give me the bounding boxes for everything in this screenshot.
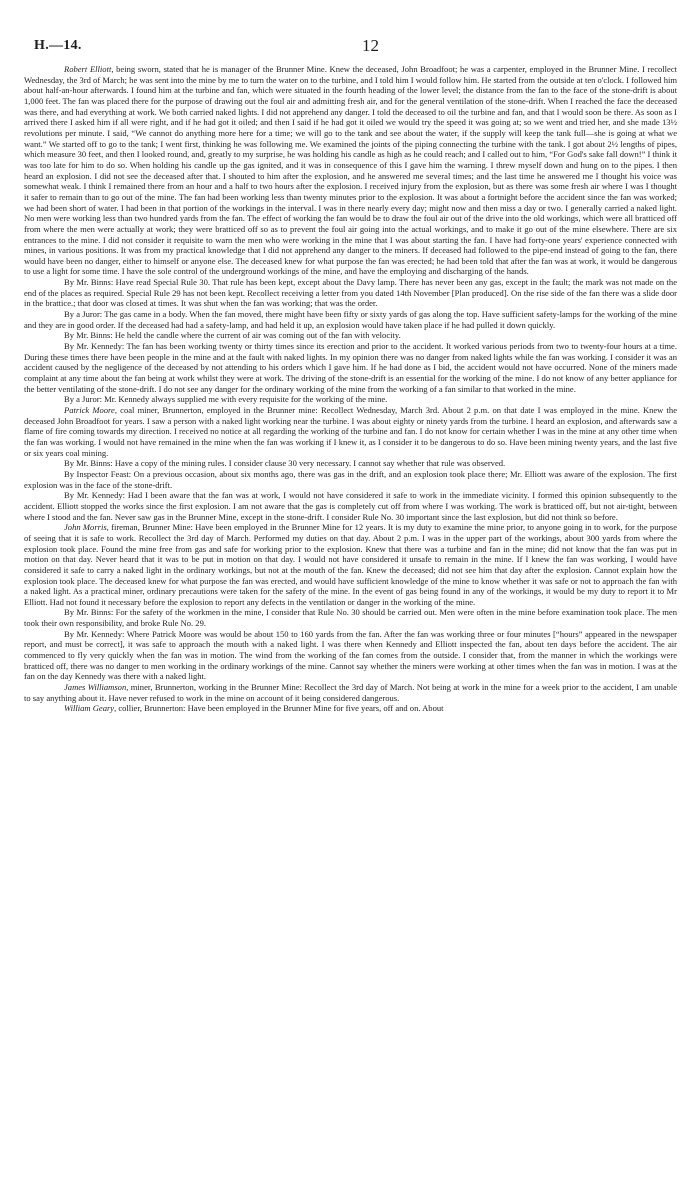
testimony-john-morris (24, 522, 677, 607)
paragraph-binns-questions (24, 607, 677, 628)
paragraph-kennedy-questions (24, 629, 677, 682)
testimony-robert-elliott (24, 64, 677, 277)
paragraph-binns-questions (24, 277, 677, 309)
witness-name: John Morris (64, 522, 107, 533)
paragraph-text: , being sworn, stated that he is manager of the Brunner Mine. Knew the deceased, John Broadfoot; he was a carpenter, employed in the Brunner Mine. I recollect Wednesday, the 3rd of March; he was sent into the mine by me to turn the water on to the turbine, and I told him I would follow him. He started from the outside at ten o'clock. I followed him about half-an-hour afterwards. I found him at the turbine and fan, which were situated in the fourth heading of the lower level; the distance from the fan to the face of the stone-drift is about 1,000 feet. The fan was placed there for the purpose of drawing out the foul air and admitting fresh air, and for the general ventilation of the stone-drift. When I reached the face the deceased was there, and had everything at work. We both carried naked lights. I did not apprehend any danger. I told the deceased to oil the turbine and fan, and that I would soon be there. As soon as I arrived there I asked him if all were right, and if he had got it oiled; and then I said if he had got it oiled we would try the speed it was going at; so we went and tried her, and she made 13½ revolutions per minute. I said, “We cannot do anything more here for a time; we will go to the tank and see about the water, if the supply will keep the tank full—she is going at what we want.” We started off to go to the tank; I went first, thinking he was following me. We examined the joints of the piping connecting the turbine with the tank. I got about 2½ lengths of pipes, which measure 30 feet, and then I looked round, and, greatly to my surprise, he was holding his candle as high as he could reach; and I called out to him, “For God's sake fall down!” I think it was too late for him to do so. When holding his candle up the gas ignited, and it was in consequence of this I gave him the warning. I threw myself down and hung on to the pipes. I then heard an explosion. I did not see the deceased after that. I shouted to him after the explosion, and he answered me several times; and the last time he answered me I thought his voice was somewhat weak. I think I remained there from an hour and a half to two hours after the explosion. I received injury from the explosion, but as there was some fresh air where I was I thought it safer to remain than to go out of the mine. The fan had been working less than twenty minutes prior to the explosion. It was about a fortnight before the accident since the fan was worked; we had been short of water. I had been in that portion of the workings in the interval. I was in there nearly every day; might now and then miss a day or two. I generally carried a naked light. No men were working less than two hundred yards from the fan. The effect of working the fan would be to draw the foul air out of the drive into the old workings, which were all bratticed off from where the men were actually at work; they were bratticed off so as to prevent the foul air going into the actual workings, and to make it go out of the mine elsewhere. There are six entrances to the mine. I did not consider it requisite to warn the men who were working in the mine that I was about starting the fan. I have had forty-one years' experience connected with mines, in various positions. It was from my practical knowledge that I did not apprehend any danger to the miners. If deceased had followed to the pipe-end instead of going to the fan, there would have been no danger, either to himself or anyone else. The deceased knew for what purpose the fan was erected; he had been told that after the fan was at work, it would be dangerous to use a light for some time. I have the sole control of the underground workings of the mine, and have the employing and discharging of the hands. (24, 64, 677, 277)
paragraph-text: By Mr. Kennedy: Where Patrick Moore was would be about 150 to 160 yards from the fan. After the fan was working three or four minutes [“hours” appeared in the newspaper report, and must be correct], it was safe to approach the mouth with a naked light. I was there when Kennedy and Elliott inspected the fan, about ten days before the accident. The air commenced to fly very quickly when the fan was in motion. The wind from the working of the fan comes from the outside. I consider that, from the manner in which the workings were bratticed off, there was no danger to men working in the ordinary workings of the mine. Cannot say whether the miners were working at other times when the fan was in motion. I was at the fan on the day Kennedy was there with a naked light. (24, 628, 677, 682)
paragraph-binns-questions (24, 330, 677, 341)
paragraph-text: , coal miner, Brunnerton, employed in the Brunner mine: Recollect Wednesday, March 3rd. About 2 p.m. on that date I was employed in the mine. Knew the deceased John Broadfoot for years. I saw a person with a naked light working near the turbine. I was about eighty or ninety yards from the turbine. I heard an explosion, and afterwards saw a flame of fire coming towards my direction. I received no notice at all regarding the working of the turbine and fan. I do not know for certain whether I was in the mine at any other time when the fan was working. I would not have remained in the mine when the fan was working if I knew it, as I consider it to be dangerous to do so. Have been mining twenty years, and the last five or six years coal mining. (24, 405, 677, 458)
witness-name: William Geary (64, 703, 115, 714)
paragraph-binns-questions (24, 458, 677, 469)
testimony-william-geary (24, 703, 677, 714)
paragraph-text: By Mr. Kennedy: The fan has been working twenty or thirty times since its erection and prior to the accident. It worked various periods from two to twenty-four hours at a time. During these times there have been people in the mine and at the fault with naked lights. In my opinion there was no danger from naked lights while the fan was working. I consider it was an accident caused by the negligence of the deceased by not attending to his orders which I gave him. If he had done as I bid, the accident would not have occurred. None of the miners made complaint at any time about the fan being at work whilst they were at work. The driving of the stone-drift is an essential for the working of the mine. I do not know of any better appliance for the better ventilating of the stone-drift. I do not see any danger for the ordinary working of the mine from the working of a fan similar to that worked in the mine. (24, 341, 677, 394)
document-body (24, 64, 677, 714)
paragraph-text: By a Juror: Mr. Kennedy always supplied me with every requisite for the working of the mine. (64, 394, 388, 405)
paragraph-kennedy-questions (24, 490, 677, 522)
paragraph-text: By Mr. Binns: Have a copy of the mining rules. I consider clause 30 very necessary. I cannot say whether that rule was observed. (64, 458, 506, 469)
paragraph-text: , collier, Brunnerton: Have been employed in the Brunner Mine for five years, off and on. About (114, 703, 444, 714)
testimony-james-williamson (24, 682, 677, 703)
witness-name: Patrick Moore (64, 405, 115, 415)
paragraph-juror-questions (24, 394, 677, 405)
paragraph-text: By a Juror: The gas came in a body. When the fan moved, there might have been fifty or sixty yards of gas along the top. Have sufficient safety-lamps for the working of the mine and they are in good order. If the deceased had had a safety-lamp, and had held it up, an explosion would have taken place if he had pulled it down quickly. (24, 309, 677, 330)
paragraph-inspector-questions (24, 469, 677, 490)
testimony-patrick-moore (24, 405, 677, 458)
paragraph-text: By Mr. Kennedy: Had I been aware that the fan was at work, I would not have considered it safe to work in the immediate vicinity. I formed this opinion subsequently to the accident. Elliott stopped the works since the first explosion. I am not aware that the gas is completely cut off from where I was working. The work is bratticed off, but not air-tight, between where I stood and the fan. Never saw gas in the Brunner Mine, except in the stone-drift. I consider Rule No. 30 important since the last explosion, but did not think so before. (24, 490, 677, 522)
paragraph-text: , miner, Brunnerton, working in the Brunner Mine: Recollect the 3rd day of March. Not being at work in the mine for a week prior to the accident, I am unable to say anything about it. Have never refused to work in the mine on account of it being considered dangerous. (24, 682, 678, 703)
paragraph-text: By Mr. Binns: For the safety of the workmen in the mine, I consider that Rule No. 30 should be carried out. Men were often in the mine before examination took place. The men took their own responsibility, and broke Rule No. 29. (24, 607, 677, 629)
paragraph-text: By Mr. Binns: He held the candle where the current of air was coming out of the fan with velocity. (64, 330, 401, 341)
paragraph-kennedy-questions (24, 341, 677, 394)
paragraph-juror-questions (24, 309, 677, 330)
paragraph-text: , fireman, Brunner Mine: Have been employed in the Brunner Mine for 12 years. It is my duty to examine the mine prior, to anyone going in to work, for the purpose of seeing that it is safe to work. Recollect the 3rd day of March. Performed my duties on that day. About 2 p.m. I was in the upper part of the workings, about 300 yards from where the explosion took place. Found the mine free from gas and safe for working prior to the explosion. Knew that there was a turbine and fan in the mine; did not know that the fan was put in motion on that day. Never heard that it was to be put in motion on that day. I would not have considered it unsafe to remain in the mine. If I knew the fan was working, I would have considered it safe to carry a naked light in the ordinary workings, but not at the mouth of the fan. Knew the deceased; did not see him that day after the explosion. Cannot explain how the explosion took place. The deceased knew for what purpose the fan was erected, and would have sufficient knowledge of the mine to know whether it was safe or not to approach the fan with a naked light. As a practical miner, ordinary precautions were taken for the safety of the mine. In the event of gas being found in any of the workings, it would be my duty to report it to Mr Elliott. Had not found it necessary before the explosion to report any defects in the ventilation or danger in the working of the mine. (24, 522, 677, 607)
witness-name: James Williamson (64, 682, 127, 693)
witness-name: Robert Elliott (64, 64, 112, 74)
document-reference: H.—14. (34, 38, 82, 53)
paragraph-text: By Inspector Feast: On a previous occasion, about six months ago, there was gas in the drift, and an explosion took place there; Mr. Elliott was aware of the explosion. The first explosion was in the face of the stone-drift. (24, 468, 677, 490)
page-number: 12 (362, 36, 379, 55)
paragraph-text: By Mr. Binns: Have read Special Rule 30. That rule has been kept, except about the Davy lamp. There has never been any gas, except in the fault; the mark was not made on the end of the places as required. Special Rule 29 has not been kept. Recollect receiving a letter from you dated 14th November [Plan produced]. On the rise side of the fan there was a slide door in the brattice.; that door was closed at times. It was shut when the fan was working; that was the order. (24, 277, 677, 309)
page-header (24, 30, 677, 64)
